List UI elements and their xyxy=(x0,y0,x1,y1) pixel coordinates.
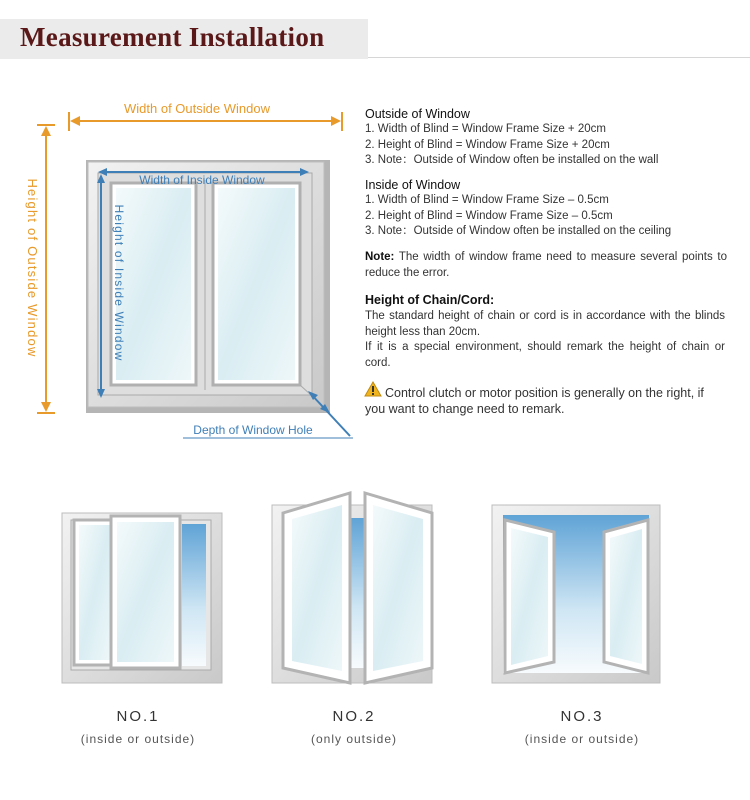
chain-heading: Height of Chain/Cord: xyxy=(365,293,495,307)
window-no3-illustration xyxy=(492,505,660,683)
inside-item-2: 2. Height of Blind = Window Frame Size – 0.5cm xyxy=(365,210,613,222)
window-no3-title: NO.3 xyxy=(560,708,604,725)
width-inside-label: Width of Inside Window xyxy=(139,173,265,187)
note-text: The width of window frame need to measure several points to reduce the error. xyxy=(365,251,727,279)
inside-heading: Inside of Window xyxy=(365,178,461,192)
window-no2-subtitle: (only outside) xyxy=(310,732,398,746)
inside-item-3: 3. Note：Outside of Window often be installed on the ceiling xyxy=(365,225,672,237)
outside-item-3: 3. Note：Outside of Window often be installed on the wall xyxy=(365,154,659,166)
window-no1-subtitle: (inside or outside) xyxy=(80,732,196,746)
inside-item-1: 1. Width of Blind = Window Frame Size – 0.5cm xyxy=(365,194,609,206)
window-no1-illustration xyxy=(62,513,222,683)
note-paragraph xyxy=(365,250,727,281)
note-label: Note: xyxy=(365,251,395,263)
depth-label: Depth of Window Hole xyxy=(193,423,313,437)
window-no3-subtitle: (inside or outside) xyxy=(524,732,640,746)
chain-paragraph-2: If it is a special environment, should remark the height of chain or cord. xyxy=(365,341,725,369)
outside-item-1: 1. Width of Blind = Window Frame Size + 20cm xyxy=(365,123,606,135)
window-no2-illustration xyxy=(272,493,432,683)
right-glass xyxy=(218,188,295,380)
window-no1-title: NO.1 xyxy=(116,708,160,725)
height-inside-label: Height of Inside Window xyxy=(112,204,126,362)
outside-heading: Outside of Window xyxy=(365,107,470,121)
outside-item-2: 2. Height of Blind = Window Frame Size + 20cm xyxy=(365,139,610,151)
window-no2-title: NO.2 xyxy=(332,708,376,725)
page-title: Measurement Installation xyxy=(20,22,325,52)
width-outside-label: Width of Outside Window xyxy=(124,101,270,116)
chain-paragraph-1: The standard height of chain or cord is in accordance with the blinds height less than 20cm. xyxy=(365,310,725,338)
warning-text: Control clutch or motor position is generally on the right, if you want to change need to remark. xyxy=(365,386,704,416)
left-glass xyxy=(116,188,191,380)
height-outside-label: Height of Outside Window xyxy=(25,178,40,358)
